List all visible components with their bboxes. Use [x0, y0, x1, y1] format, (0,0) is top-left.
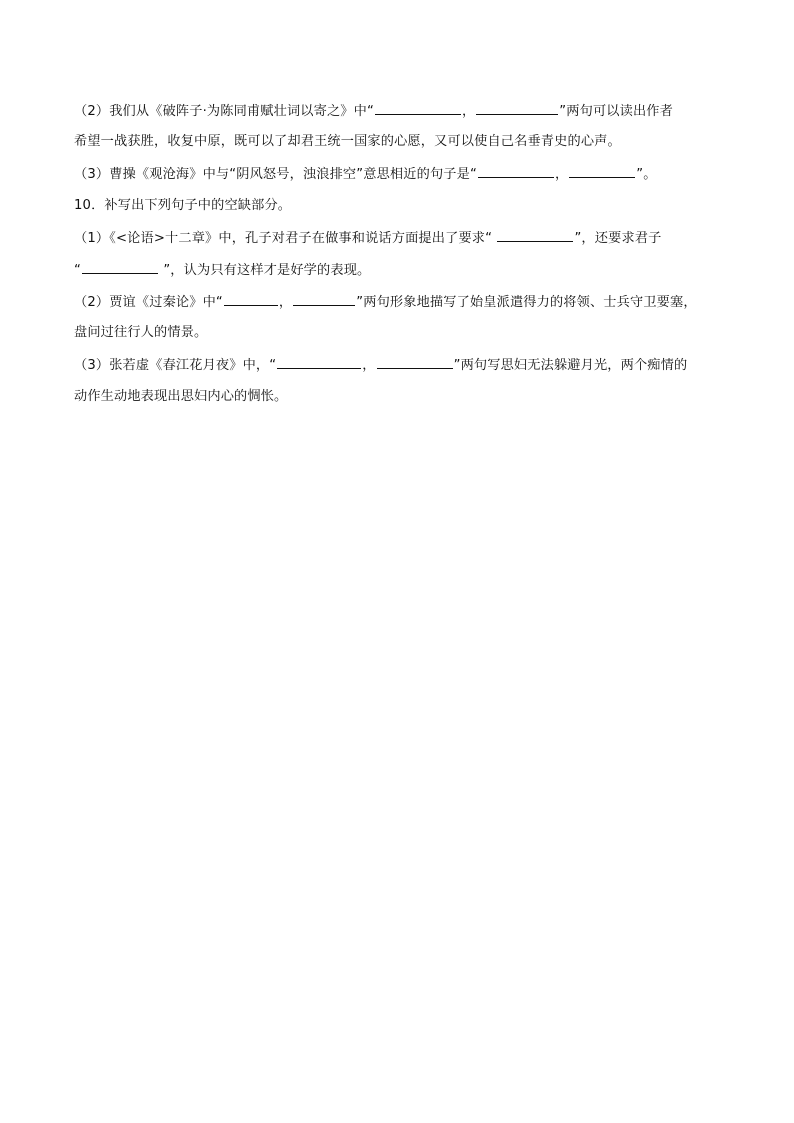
q9-item3-blank-1[interactable]: [478, 164, 554, 178]
q10-item1-blank-1[interactable]: [497, 228, 573, 242]
q10-item1-line2-open: “: [74, 263, 81, 278]
q10-heading: 10．补写出下列句子中的空缺部分。: [74, 198, 292, 213]
q10-item3-sep: ，: [362, 358, 376, 373]
q10-item2-sep: ，: [278, 295, 293, 310]
q9-item3-sep: ，: [554, 167, 569, 182]
q10-item2-text-b: ”两句形象地描写了始皇派遣得力的将领、士兵守卫要塞，: [356, 295, 697, 310]
q10-item2-blank-1[interactable]: [224, 292, 278, 306]
q10-item2-line1: [74, 292, 734, 313]
q9-item2-text-a: （2）我们从《破阵子·为陈同甫赋壮词以寄之》中“: [74, 104, 374, 119]
q10-item3-blank-1[interactable]: [277, 355, 361, 369]
q9-item3-text-b: ”。: [636, 167, 657, 182]
q10-item3-line1: [74, 355, 734, 376]
q10-item3-blank-2[interactable]: [377, 355, 453, 369]
q10-item2-blank-2[interactable]: [293, 292, 355, 306]
q10-item1-line1: [74, 228, 734, 249]
q9-item2-line2: 希望一战获胜，收复中原，既可以了却君王统一国家的心愿，又可以使自己名垂青史的心声。: [74, 134, 621, 149]
q10-item1-line2: [74, 260, 734, 281]
q10-item1-blank-2[interactable]: [82, 260, 158, 274]
q9-item3-blank-2[interactable]: [569, 164, 635, 178]
q10-item1-text-b: ”，还要求君子: [574, 231, 662, 246]
q10-item3-text-b: ”两句写思妇无法躲避月光，两个痴情的: [453, 358, 688, 373]
q10-item2-text-a: （2）贾谊《过秦论》中“: [74, 295, 223, 310]
q10-item3-line2: 动作生动地表现出思妇内心的惆怅。: [74, 389, 288, 404]
q9-item2-line1: [74, 101, 734, 122]
q10-item1-text-a: （1）《<论语>十二章》中，孔子对君子在做事和说话方面提出了要求“: [74, 231, 497, 246]
q10-item3-text-a: （3）张若虚《春江花月夜》中，“: [74, 358, 277, 373]
q9-item2-blank-2[interactable]: [476, 101, 558, 115]
q9-item2-sep: ，: [461, 104, 476, 119]
q9-item2-text-b: ”两句可以读出作者: [559, 104, 673, 119]
q9-item3-text-a: （3）曹操《观沧海》中与“阴风怒号，浊浪排空”意思相近的句子是“: [74, 167, 477, 182]
q10-item2-line2: 盘问过往行人的情景。: [74, 325, 208, 340]
q9-item2-blank-1[interactable]: [375, 101, 461, 115]
q10-item1-line2-text: ”，认为只有这样才是好学的表现。: [158, 263, 371, 278]
q9-item3-line1: [74, 164, 734, 185]
